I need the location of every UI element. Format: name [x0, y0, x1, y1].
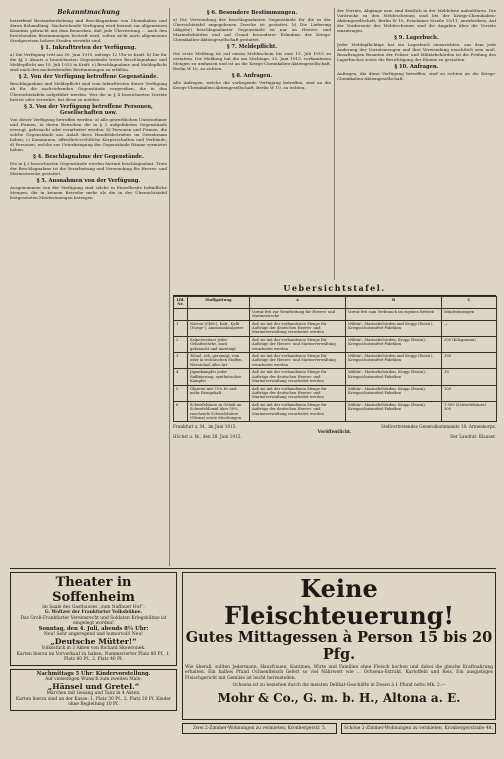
fleisch-body: Wie überall, sollten Jedermann, Hausfrauen, Kantinen, Wirte und Familien ohne Fleisch kochen und dabei die gleiche Kraftnahrung erhalten. Ein halbes Pfund Ochsenfleisch liefert so viel Nährwert wie ... Ochsena-Extrakt, Kartoffeln und Reis. Ein ausgiebiges Fleischgericht mit Gemüse ist leicht herzustellen.	[185, 665, 493, 681]
section-heading: § 10. Anfragen.	[394, 64, 439, 71]
cell-c: 1 500 (Schwefelsäure) 300	[442, 401, 497, 422]
announcement-intro: betreffend Bestandserhebung und Beschlagnahme von Chemikalien und deren Behandlung. Nachstehende Verfügung wird hiermit zur allgemeinen Kenntnis gebracht mit dem Bemerken, daß jede Übertretung ... nach den bestehenden Bestimmungen bestraft wird, sofern nicht nach allgemeinen Strafgesetzen höhere Strafen verwirkt sind.	[10, 18, 167, 44]
section-list-col1	[10, 45, 167, 200]
footer-published: Veröffentlicht.	[317, 429, 352, 435]
section-text: a) Die Verfügung tritt am 30. Juni 1915, mittags 12 Uhr in Kraft. b) Die für die §§ 3 Absatz a bezeichneten Gegenstände treten Beschlagnahme und Meldepflicht am 15. Juli 1915 in Kraft. c) Beschlagnahme und Meldepflicht sind nach den nachstehenden Bestimmungen zu erfüllen.	[10, 52, 167, 73]
header-cell: Lfd. Nr.	[174, 297, 188, 309]
cell-b: Militär-, Marinebehörden, Krupp (Essen), Kriegsschutzmittel-Fabriken	[346, 385, 442, 401]
cell-c: 100	[442, 353, 497, 369]
cell-b: Militär-, Marinebehörden und Krupp (Essen), Kriegsschutzmittel-Fabriken	[346, 320, 442, 336]
overview-table-title: Uebersichtstafel.	[173, 283, 496, 296]
section-heading: § 5. Ausnahmen von der Verfügung.	[36, 178, 141, 185]
table-row	[174, 353, 497, 369]
overview-grid	[173, 296, 497, 422]
section-text: Beschlagnahme und Meldepflicht sind vom Inkrafttreten dieser Verfügung ab für die nachstehenden Gegenstände vorgesehen, die in den Übersichtstafeln aufgeführt werden. Wer die in § 4 bezeichneten Vorräte besitzt oder verwahrt, hat diese zu melden.	[10, 81, 167, 102]
cell-b: Militär-, Marinebehörden, Krupp (Essen), Kriegsschutzmittel-Fabriken	[346, 401, 442, 422]
theater-play-subtitle: Volksstück in 3 Akten von Richard Skowronek.	[41, 646, 146, 652]
cell-a: daß sie mit der vorhandenen Menge für Aufträge der deutschen Heeres- und Marineverwaltung verarbeitet werden	[250, 385, 346, 401]
cell-a: daß sie mit der vorhandenen Menge für Aufträge der Heeres- und Marineverwaltung verarbeitet werden	[250, 353, 346, 369]
theater-note: Das Groß-Frankfurter Vereinsrecht und Soldaten-Kriegsbühne ist eingelegt worden!	[20, 615, 167, 627]
cell-number: 1	[174, 320, 188, 336]
section-text: a) Die Verwendung der beschlagnahmten Gegenstände für die in der Übersichtstafel angegebenen Zwecke ist gestattet. b) Die Lieferung (Abgabe) beschlagnahmter Gegenstände ist nur an Heeres- und Marinebehörden und auf Grund besonderer Erlaubnis der Kriegs-Chemikalien-Aktiengesellschaft gestattet.	[173, 17, 331, 43]
section-heading: § 2. Von der Verfügung betroffene Gegenstände.	[18, 74, 159, 81]
theater-date: Sonntag, den 4. Juli, abends 8½ Uhr:	[38, 625, 149, 632]
table-subheader-row	[174, 308, 497, 320]
theater-title: Theater in Soffenheim	[52, 575, 135, 605]
fleisch-subheadline: Gutes Mittagessen à Person 15 bis 20 Pfg.	[185, 629, 493, 663]
cell-a: daß sie mit der vorhandenen Menge für Aufträge der Heeres- und Marineverwaltung verarbeitet werden	[250, 336, 346, 352]
fleisch-headline: Keine Fleischteuerung!	[223, 574, 455, 630]
announcement-column-1	[10, 8, 167, 566]
theater-box	[10, 572, 177, 666]
subheader-cell: Vorrat frei zum Verbrauch im eigenen Betrieb	[346, 308, 442, 320]
section-heading: § 7. Meldepflicht.	[226, 44, 278, 51]
footer-date: Höchst a. M., den 28. Juni 1915.	[173, 434, 242, 440]
subheader-cell: Mindestmengen	[442, 308, 497, 320]
table-row	[174, 369, 497, 385]
subheader-cell: Vorrat frei zur Verarbeitung für Heeres- und Marinezwecke	[250, 308, 346, 320]
theater-play: „Deutsche Mütter!“	[50, 637, 137, 647]
section-text: Die erste Meldung ist auf einem Meldeschein bis zum 15. Juli 1915 zu erstatten. Die Meldung hat die am Stichtage, 30. Juni 1915, vorhandenen Mengen zu umfassen und ist an die Kriegs-Chemikalien-Aktiengesellschaft, Berlin W 10, zu richten.	[173, 51, 331, 72]
cell-b: Militär-, Marinebehörden, Krupp (Essen), Kriegsschutzmittel-Fabriken	[346, 336, 442, 352]
cell-number: 6	[174, 401, 188, 422]
cell-stoff: Salpetersäure jeder Gehaltsstärke, auch gebraucht und unreinigt	[188, 336, 250, 352]
table-footer-line2	[173, 434, 496, 439]
cell-number: 4	[174, 369, 188, 385]
advertisement-section	[10, 568, 496, 752]
cell-b: Militär-, Marinebehörden, Krupp (Essen), Kriegsschutzmittel-Fabriken	[346, 369, 442, 385]
table-row	[174, 336, 497, 352]
table-row	[174, 385, 497, 401]
cell-stoff: Toluol, roh, gereinigt, rein oder in technischen Stoffen, Nitrotoluol aller Art	[188, 353, 250, 369]
section-heading: § 6. Besondere Bestimmungen.	[206, 10, 298, 16]
footer-place: Frankfurt a. M., im Juni 1915.	[173, 424, 237, 430]
kids-heading: Nachmittags 5 Uhr: Kindervorstellung.	[36, 670, 151, 677]
cell-number: 2	[174, 336, 188, 352]
theater-venue: im Saale des Gasthauses „zum Naffauer Hof“.	[42, 605, 145, 610]
header-cell: A	[250, 297, 346, 309]
section-heading: § 3. Von der Verfügung betroffene Personen, Gesellschaften usw.	[24, 103, 153, 116]
cell-number: 3	[174, 353, 188, 369]
cell-c: 500 (Kilogramm)	[442, 336, 497, 352]
cell-c: 100	[442, 385, 497, 401]
kids-box	[10, 669, 177, 711]
section-text: Anfragen, die diese Verfügung betreffen, sind zu richten an die Kriegs-Chemikalien-Aktiengesellschaft.	[337, 71, 496, 82]
header-cell: C	[442, 297, 497, 309]
cell-a: daß sie mit der vorhandenen Menge für Aufträge der deutschen Heeres- und Marineverwaltung verarbeitet werden	[250, 369, 346, 385]
table-row	[174, 401, 497, 422]
section-text: der Vorräte, Abgänge usw. sind deutlich in der Meldeliste aufzuführen. Die Vordrucke zu den Meldescheinen sind bei der Kriegs-Chemikalien-Aktiengesellschaft, Berlin W 10, Potsdamer Straße 10/11, anzufordern. Auf der Vorderseite des Meldescheines sind die Angaben über die Vorräte einzutragen.	[337, 8, 496, 34]
section-text: Alle Anfragen, welche die vorliegende Verfügung betreffen, sind an die Kriegs-Chemikalien-Aktiengesellschaft, Berlin W 10, zu richten.	[173, 80, 331, 91]
kids-prices: Karten hierzu sind an der Kasse: 1. Platz 30 Pf., 2. Platz 20 Pf. Kinder ohne Begleitung 10 Pf.	[15, 696, 172, 708]
kids-play-subtitle: Märchen mit Gesang und Tanz in 4 Akten.	[46, 691, 141, 697]
kids-note: Auf vielseitigen Wunsch zum zweiten Male:	[45, 677, 142, 683]
small-ads-row	[182, 723, 496, 737]
cell-stoff: Japankampfer jeder Raffinierung, synthetischer Kampfer	[188, 369, 250, 385]
announcement-title: Bekanntmachung	[57, 9, 120, 16]
theater-prices: Karten hierzu im Vorverkauf zu haben. Nummerierter Platz 80 Pf., 1. Platz 60 Pf., 2. Platz 40 Pf.	[16, 651, 171, 663]
cell-stoff: Schwefelsäure in Gehalt an Schwefeldioxid über 50%, rauchende Schwefelsäure (Oleum) sowie Mischungen	[188, 401, 250, 422]
cell-number: 5	[174, 385, 188, 401]
footer-authority: Stellvertretendes Generalkommando 18. Armeekorps.	[381, 424, 496, 430]
cell-c: 10	[442, 369, 497, 385]
theater-advertisement	[10, 572, 177, 748]
footer-signature: Der Landrat: Klauser.	[450, 434, 496, 440]
cell-b: Militär-, Marinebehörden und Krupp (Essen), Kriegsschutzmittel-Fabriken	[346, 353, 442, 369]
announcement-column-3	[337, 8, 496, 280]
section-text: Die in § 2 bezeichneten Gegenstände werden hiermit beschlagnahmt. Trotz der Beschlagnahme ist die Verarbeitung und Verwendung für Heeres- und Marinezwecke gestattet.	[10, 160, 167, 177]
subheader-cell	[174, 308, 188, 320]
fleisch-firm: Mohr & Co., G. m. b. H., Altona a. E.	[217, 690, 461, 705]
section-text: Jeder Meldepflichtige hat ein Lagerbuch einzurichten, aus dem jede Änderung der Vorratsmengen und ihre Verwendung ersichtlich sein muß. Beauftragten Beamten der Polizei- und Militärbehörden ist die Prüfung des Lagerbuches sowie die Besichtigung der Räume zu gestatten.	[337, 42, 496, 63]
header-cell: B	[346, 297, 442, 309]
announcement-column-2	[173, 8, 331, 280]
cell-a: daß sie mit der vorhandenen Menge für Aufträge der deutschen Heeres- und Marineverwaltung verarbeitet werden	[250, 401, 346, 422]
subheader-cell	[188, 308, 250, 320]
overview-table	[173, 283, 496, 566]
small-ad-2: Schöne 2-Zimmer-Wohnungen zu vermieten, Kronbergerstraße 48.	[341, 723, 496, 734]
section-heading: § 8. Anfragen.	[231, 73, 273, 80]
table-row	[174, 320, 497, 336]
small-ad-1: Zwei 2-Zimmer-Wohnungen zu vermieten, Kronbergerstr. 5.	[182, 723, 337, 734]
cell-a: daß sie mit der vorhandenen Menge für Aufträge der deutschen Heeres- und Marineverwaltung verarbeitet werden	[250, 320, 346, 336]
section-text: Von dieser Verfügung betroffen werden: a) alle gewerblichen Unternehmer und Firmen, in deren Betrieben die in § 2 aufgeführten Gegenstände erzeugt, gebraucht oder verarbeitet werden; b) Personen und Firmen, die solche Gegenstände aus Anlaß ihres Handelsbetriebes im Gewahrsam haben; c) Kommunen, öffentlich-rechtliche Körperschaften und Verbände; d) Personen, welche zur Unterbringung der Gegenstände Räume vermietet haben.	[10, 116, 167, 152]
fleisch-packaging: Ochsena ist zu beziehen durch die meisten Delikat-Geschäfte in Dosen à 1 Pfund netto Mk. 2.—	[232, 683, 446, 689]
theater-company: G. Woltzer der Frankfurter Volksbühne.	[44, 610, 143, 616]
section-heading: § 4. Beschlagnahme der Gegenstände.	[33, 153, 144, 160]
cell-stoff: Natron-(Chili-), Kali-, Kalk-(Norge-), Ammoniaksalpeter	[188, 320, 250, 336]
cell-c: —	[442, 320, 497, 336]
cell-stoff: Glyzerin mit 75% H₂ und mehr Reingehalt	[188, 385, 250, 401]
kids-play: „Hänsel und Gretel.“	[47, 682, 140, 692]
fleisch-advertisement	[182, 572, 496, 748]
header-cell: Stoffgattung	[188, 297, 250, 309]
theater-tagline: Neu! Sehr angeregend und humorvoll! Neu!	[44, 632, 143, 638]
fleisch-box	[182, 572, 496, 720]
section-text: Ausgenommen von der Verfügung sind solche in Einzelbesitz befindliche Mengen, die in keinem Betriebe mehr als die in der Übersichtstafel festgesetzten Mindestmengen betragen.	[10, 185, 167, 201]
section-heading: § 9. Lagerbuch.	[394, 35, 439, 42]
table-header-row	[174, 297, 497, 309]
section-heading: § 1. Inkrafttreten der Verfügung.	[40, 45, 137, 52]
